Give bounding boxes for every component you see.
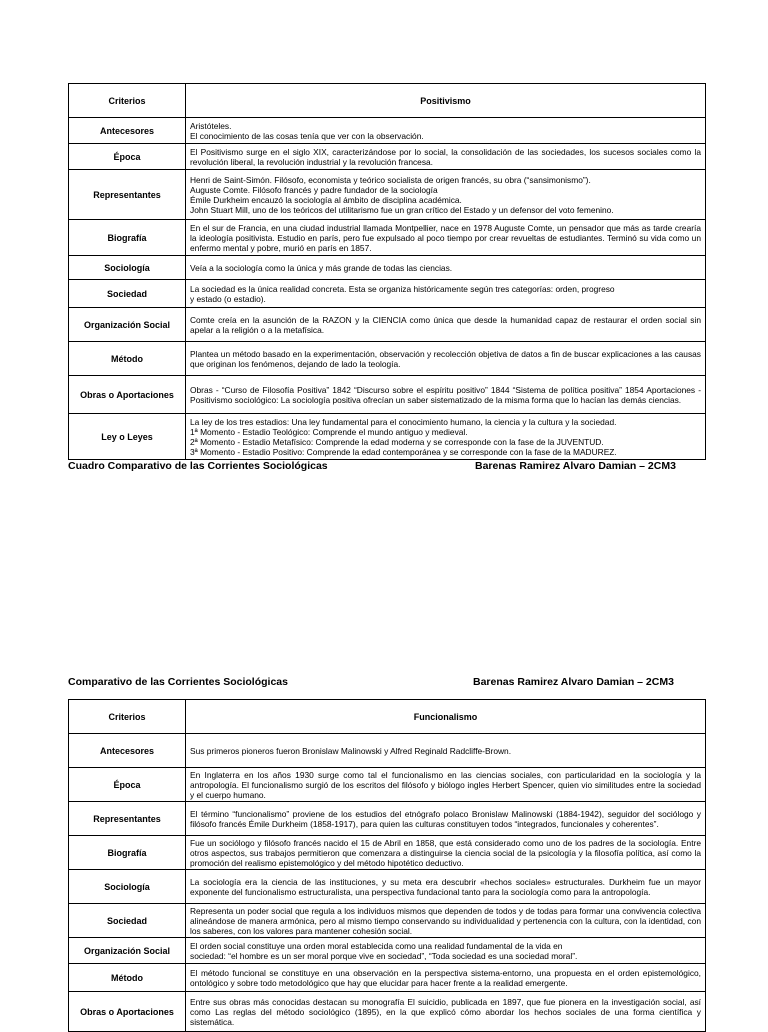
value-cell — [186, 170, 706, 220]
value-cell — [186, 904, 706, 938]
value-line: El método funcional se constituye en una observación en la perspectiva sistema-entorno, una propuesta en el orden epistemológico, ontológico y sobre todo metodológico que hay que elucidar para hacer frente a la realidad emergente. — [190, 967, 701, 988]
table-row — [69, 280, 706, 308]
criteria-header: Criterios — [69, 700, 186, 734]
table-row — [69, 768, 706, 802]
value-line: El orden social constituye una orden moral establecida como una realidad fundamental de la vida en — [190, 940, 563, 951]
value-line: La sociedad es la única realidad concreta. Esta se organiza históricamente según tres categorías: orden, progreso — [190, 283, 615, 294]
funcionalismo-table-body — [69, 700, 706, 1032]
table-row — [69, 802, 706, 836]
criterion-cell: Época — [69, 768, 186, 802]
value-line: Henri de Saint-Simón. Filósofo, economista y teórico socialista de origen francés, su obra (“sansimonismo”). — [190, 174, 591, 185]
criterion-cell: Representantes — [69, 802, 186, 836]
value-cell — [186, 768, 706, 802]
criterion-cell: Época — [69, 144, 186, 170]
value-line: En Inglaterra en los años 1930 surge como tal el funcionalismo en las ciencias sociales, con particularidad en la sociología y la antropología. El funcionalismo surgió de los escritos del filósofo y biólogo ingles Herbert Spencer, quien vio similitudes entre la sociedad y el cuerpo humano. — [190, 769, 701, 800]
value-cell — [186, 118, 706, 144]
topic-header: Funcionalismo — [186, 700, 706, 734]
value-line: En el sur de Francia, en una ciudad industrial llamada Montpellier, nace en 1978 Auguste Comte, un pensador que más as tarde crearía la ideología positivista. Estudio en parís, pero fue expulsado al poco tiempo por crear revueltas de estudiantes. Terminó su vida como un enfermo mental y pobre, murió en parís en 1857. — [190, 222, 701, 253]
value-cell — [186, 802, 706, 836]
table-row — [69, 836, 706, 870]
table-row — [69, 342, 706, 376]
caption-title: Comparativo de las Corrientes Sociológicas — [68, 676, 288, 688]
table-row — [69, 992, 706, 1032]
value-line: Émile Durkheim encauzó la sociología al ámbito de disciplina académica. — [190, 194, 462, 205]
table-header-row — [69, 84, 706, 118]
caption-author: Barenas Ramirez Alvaro Damian – 2CM3 — [473, 676, 674, 688]
criterion-cell: Antecesores — [69, 734, 186, 768]
table-row — [69, 870, 706, 904]
value-cell — [186, 376, 706, 414]
value-cell — [186, 992, 706, 1032]
value-cell — [186, 938, 706, 964]
positivismo-table — [68, 83, 706, 460]
criterion-cell: Sociología — [69, 870, 186, 904]
table-row — [69, 904, 706, 938]
table-row — [69, 964, 706, 992]
criterion-cell: Representantes — [69, 170, 186, 220]
value-line: Obras - “Curso de Filosofía Positiva” 1842 “Discurso sobre el espíritu positivo” 1844 “Sistema de política positiva” 1854 Aportaciones - Positivismo sociológico: La sociología positiva ofrecían un saber sistematizado de la misma forma que lo hacían las demás ciencias. — [190, 384, 701, 405]
value-line: La sociología era la ciencia de las instituciones, y su meta era descubrir «hechos sociales» estructurales. Durkheim fue un mayor exponente del funcionalismo estructuralista, una perspectiva fundacional tanto para la sociología como para la antropología. — [190, 876, 701, 897]
value-cell — [186, 280, 706, 308]
table-row — [69, 220, 706, 256]
table-header-row — [69, 700, 706, 734]
table-row — [69, 414, 706, 460]
criterion-cell: Sociedad — [69, 904, 186, 938]
value-line: y estado (o estadio). — [190, 293, 266, 304]
criterion-cell: Ley o Leyes — [69, 414, 186, 460]
value-line: El conocimiento de las cosas tenía que ver con la observación. — [190, 130, 424, 141]
table-row — [69, 144, 706, 170]
caption-author: Barenas Ramirez Alvaro Damian – 2CM3 — [475, 460, 676, 472]
criterion-cell: Sociología — [69, 256, 186, 280]
caption-title: Cuadro Comparativo de las Corrientes Sociológicas — [68, 460, 328, 472]
value-line: 2ª Momento - Estadio Metafísico: Comprende la edad moderna y se corresponde con la fase de la JUVENTUD. — [190, 436, 604, 447]
value-cell — [186, 870, 706, 904]
value-cell — [186, 256, 706, 280]
value-cell — [186, 964, 706, 992]
value-line: Entre sus obras más conocidas destacan su monografía El suicidio, publicada en 1897, que fue pionera en la investigación social, así como Las reglas del método sociológico (1895), en la que explicó cómo abordar los hechos sociales de una forma científica y sistemática. — [190, 996, 701, 1027]
value-line: Plantea un método basado en la experimentación, observación y recolección objetiva de datos a fin de buscar explicaciones a las causas que originan los fenómenos, dejando de lado la teología. — [190, 348, 701, 369]
criterion-cell: Sociedad — [69, 280, 186, 308]
table-row — [69, 938, 706, 964]
criterion-cell: Antecesores — [69, 118, 186, 144]
criterion-cell: Método — [69, 964, 186, 992]
criterion-cell: Obras o Aportaciones — [69, 992, 186, 1032]
topic-header: Positivismo — [186, 84, 706, 118]
positivismo-table-body — [69, 84, 706, 460]
value-line: John Stuart Mill, uno de los teóricos del utilitarismo fue un gran crítico del Estado y un defensor del voto femenino. — [190, 204, 614, 215]
value-line: Sus primeros pioneros fueron Bronislaw Malinowski y Alfred Reginald Radcliffe-Brown. — [190, 745, 512, 756]
value-cell — [186, 220, 706, 256]
value-line: Aristóteles. — [190, 120, 232, 131]
criterion-cell: Método — [69, 342, 186, 376]
criteria-header: Criterios — [69, 84, 186, 118]
value-line: 1ª Momento - Estadio Teológico: Comprende el mundo antiguo y medieval. — [190, 426, 468, 437]
value-cell — [186, 308, 706, 342]
criterion-cell: Biografía — [69, 836, 186, 870]
value-cell — [186, 144, 706, 170]
funcionalismo-table — [68, 699, 706, 1032]
criterion-cell: Biografía — [69, 220, 186, 256]
value-line: Veía a la sociología como la única y más grande de todas las ciencias. — [190, 262, 453, 273]
table-row — [69, 734, 706, 768]
value-line: La ley de los tres estadios: Una ley fundamental para el conocimiento humano, la ciencia y la cultura y la sociedad. — [190, 416, 617, 427]
table-row — [69, 308, 706, 342]
value-cell — [186, 836, 706, 870]
value-line: El Positivismo surge en el siglo XIX, caracterizándose por lo social, la consolidación de las sociedades, los sucesos sociales como la revolución liberal, la revolución industrial y la revolución francesa. — [190, 146, 701, 167]
value-cell — [186, 342, 706, 376]
value-line: sociedad: “el hombre es un ser moral porque vive en sociedad”, “Toda sociedad es una sociedad moral”. — [190, 950, 578, 961]
table-row — [69, 376, 706, 414]
criterion-cell: Organización Social — [69, 308, 186, 342]
table-row — [69, 170, 706, 220]
value-cell — [186, 414, 706, 460]
value-line: Comte creía en la asunción de la RAZON y la CIENCIA como única que desde la humanidad capaz de restaurar el orden social sin apelar a la religión o a la metafísica. — [190, 314, 701, 335]
value-line: Auguste Comte. Filósofo francés y padre fundador de la sociología — [190, 184, 438, 195]
criterion-cell: Organización Social — [69, 938, 186, 964]
value-cell — [186, 734, 706, 768]
criterion-cell: Obras o Aportaciones — [69, 376, 186, 414]
table-row — [69, 256, 706, 280]
value-line: El término “funcionalismo” proviene de los estudios del etnógrafo polaco Bronislaw Malinowski (1884-1942), seguidor del sociólogo y filósofo francés Émile Durkheim (1858-1917), para quien las culturas constituyen todos “integrados, funcionales y coherentes”. — [190, 808, 701, 829]
table-row — [69, 118, 706, 144]
value-line: Fue un sociólogo y filósofo francés nacido el 15 de Abril en 1858, que está considerado como uno de los padres de la sociología. Entre otros aspectos, sus trabajos permitieron que comenzara a distinguirse la ciencia social de la psicología y la filosofía política, así como la promoción del realismo epistemológico y del método hipotético deductivo. — [190, 837, 701, 868]
value-line: Representa un poder social que regula a los individuos mismos que dependen de todos y de todas para formar una convivencia colectiva alineándose de manera armónica, pero al mismo tiempo conservando su individualidad y pertenencia con la cultura, con la identidad, con los saberes, con los valores para mantener cohesión social. — [190, 905, 701, 936]
value-line: 3ª Momento - Estadio Positivo: Comprende la edad contemporánea y se corresponde con la fase de la MADUREZ. — [190, 446, 617, 457]
